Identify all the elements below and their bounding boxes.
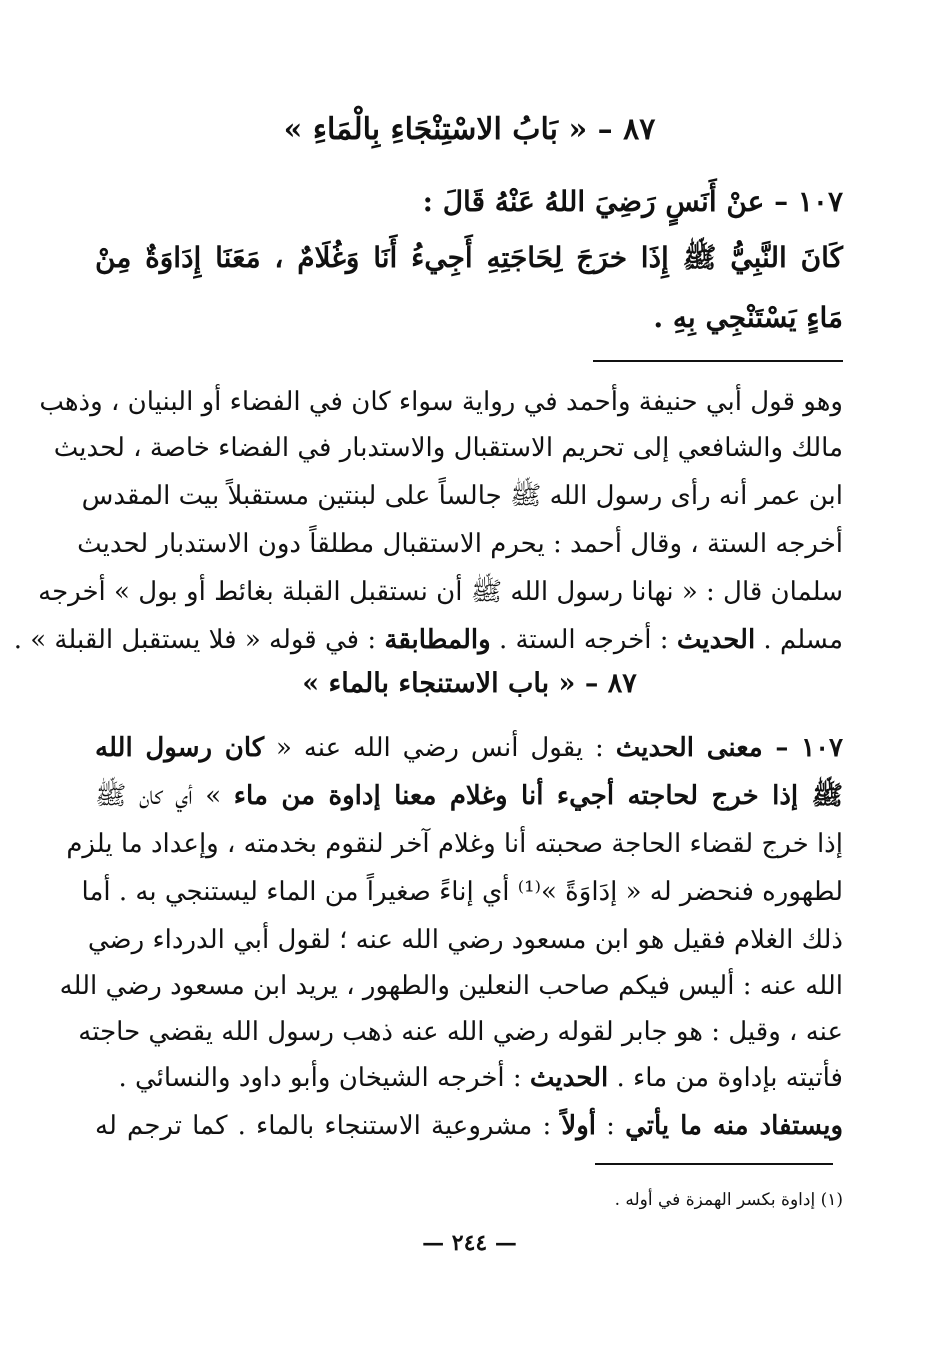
meaning-line-6: الله عنه : أليس فيكم صاحب النعلين والطهور ، يريد ابن مسعود رضي الله [59,971,843,1001]
commentary-line: وهو قول أبي حنيفة وأحمد في رواية سواء كان في الفضاء أو البنيان ، وذهب [39,387,843,417]
hadith-line-1: ١٠٧ – عنْ أَنَسٍ رَضِيَ اللهُ عَنْهُ قَالَ : [422,185,843,218]
section-title: ٨٧ – « باب الاستنجاء بالماء » [302,668,637,699]
hadith-line-2: كَانَ النَّبِيُّ ﷺ إِذَا خرَجَ لِحَاجَتِهِ أَجِيءُ أَنَا وَغُلَامٌ ، مَعَنَا إِدَاوَةٌ مِنْ [95,241,843,274]
meaning-line-9: ويستفاد منه ما يأتي : أولاً : مشروعية الاستنجاء بالماء . كما ترجم له [95,1111,843,1141]
separator-rule [593,360,843,362]
chapter-title: ٨٧ – « بَابُ الاسْتِنْجَاءِ بِالْمَاءِ » [283,112,656,147]
meaning-line-5: ذلك الغلام فقيل هو ابن مسعود رضي الله عنه ؛ لقول أبي الدرداء رضي [87,925,843,955]
hadith-line-3: مَاءٍ يَسْتَنْجِي بِهِ . [653,301,843,334]
meaning-line-1: ١٠٧ – معنى الحديث : يقول أنس رضي الله عنه « كان رسول الله [95,733,844,763]
footnote: (١) إداوة بكسر الهمزة في أوله . [614,1190,843,1210]
meaning-line-7: عنه ، وقيل : هو جابر لقوله رضي الله عنه ذهب رسول الله يقضي حاجته [78,1017,843,1047]
meaning-line-4: لطهوره فنحضر له « إدَاوَةً »⁽¹⁾ أي إناءً صغيراً من الماء ليستنجي به . أما [81,877,843,907]
commentary-line: سلمان قال : « نهانا رسول الله ﷺ أن نستقبل القبلة بغائط أو بول » أخرجه [38,577,843,607]
meaning-line-8: فأتيته بإداوة من ماء . الحديث : أخرجه الشيخان وأبو داود والنسائي . [118,1063,843,1093]
commentary-line: أخرجه الستة ، وقال أحمد : يحرم الاستقبال مطلقاً دون الاستدبار لحديث [77,529,843,559]
commentary-line: مالك والشافعي إلى تحريم الاستقبال والاستدبار في الفضاء خاصة ، لحديث [53,433,843,463]
meaning-line-3: إذا خرج لقضاء الحاجة صحبته أنا وغلام آخر لنقوم بخدمته ، وإعداد ما يلزم [66,829,843,859]
footnote-rule [595,1163,833,1165]
meaning-line-2: ﷺ إذا خرج لحاجته أجيء أنا وغلام معنا إداوة من ماء » أي كان ﷺ [95,781,843,811]
commentary-line-last: مسلم . الحديث : أخرجه الستة . والمطابقة : في قوله « فلا يستقبل القبلة » . [13,625,843,655]
commentary-line: ابن عمر أنه رأى رسول الله ﷺ جالساً على لبنتين مستقبلاً بيت المقدس [81,481,843,511]
page-number: — ٢٤٤ — [422,1230,517,1256]
